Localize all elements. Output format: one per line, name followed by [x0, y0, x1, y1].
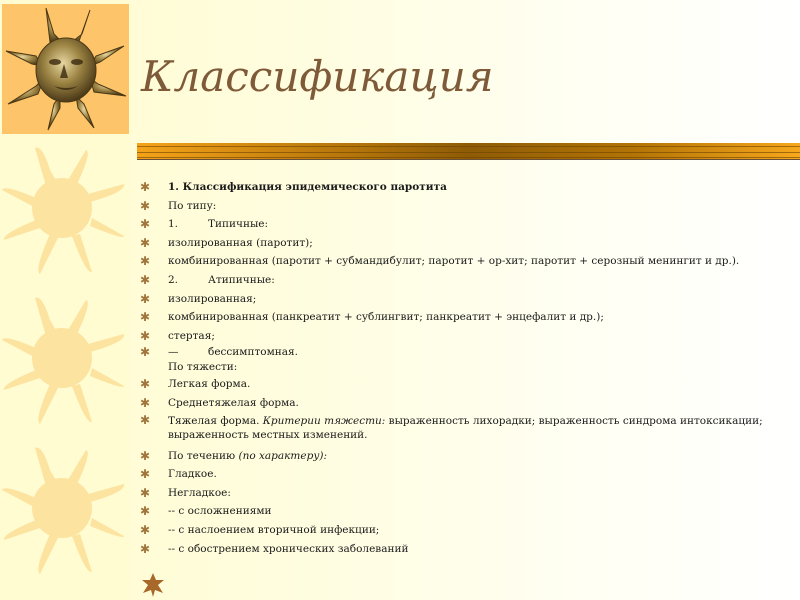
list-item: ✱ Тяжелая форма. Критерии тяжести: выраженность лихорадки; выраженность синдрома интоксикации; выраженность местных изменений.	[140, 412, 763, 442]
star-bullet-icon: ✱	[140, 377, 151, 392]
list-item: ✱ комбинированная (панкреатит + сублингвит; панкреатит + энцефалит и др.);	[140, 308, 790, 327]
list-item: ✱ -- с осложнениями	[140, 502, 790, 521]
list-item: ✱ По типу:	[140, 197, 790, 216]
list-item: ✱ 2. Атипичные:	[140, 271, 790, 290]
list-item: ✱ стертая;	[140, 327, 790, 346]
star-bullet-icon: ✱	[140, 235, 151, 250]
list-item: ✱ Среднетяжелая форма.	[140, 394, 790, 413]
sun-icon	[0, 440, 128, 575]
list-item: ✱ — бессимптомная.	[140, 345, 298, 360]
star-bullet-icon: ✱	[140, 522, 151, 537]
star-bullet-icon: ✱	[140, 504, 151, 519]
star-bullet-icon: ✱	[140, 180, 151, 194]
six-point-star-icon	[141, 572, 165, 598]
title-divider	[137, 143, 800, 159]
star-bullet-icon: ✱	[140, 198, 151, 213]
list-item: ✱ -- с наслоением вторичной инфекции;	[140, 521, 790, 540]
list-item: ✱ Негладкое:	[140, 484, 790, 503]
star-bullet-icon: ✱	[140, 272, 151, 287]
sun-icon	[0, 290, 128, 425]
star-bullet-icon: ✱	[140, 217, 151, 232]
star-bullet-icon: ✱	[140, 395, 151, 410]
list-item: ✱ 1. Типичные:	[140, 215, 790, 234]
slide-body	[140, 178, 790, 558]
star-bullet-icon: ✱	[140, 345, 151, 360]
star-bullet-icon: ✱	[140, 541, 151, 556]
slide-title: Классификация	[141, 52, 494, 101]
list-item: ✱ -- с обострением хронических заболеваний	[140, 540, 790, 559]
star-bullet-icon: ✱	[140, 291, 151, 306]
list-item: ✱ По течению (по характеру):	[140, 447, 790, 466]
star-bullet-icon: ✱	[140, 328, 151, 343]
left-decor-strip	[0, 0, 129, 600]
star-bullet-icon: ✱	[140, 412, 151, 427]
star-bullet-icon: ✱	[140, 467, 151, 482]
sun-icon	[0, 140, 128, 275]
list-item: ✱ Легкая форма.	[140, 375, 790, 394]
star-bullet-icon: ✱	[140, 485, 151, 500]
list-item: По тяжести:	[168, 361, 238, 374]
sun-face-icon	[2, 4, 129, 134]
star-bullet-icon: ✱	[140, 310, 151, 325]
list-item: ✱ изолированная;	[140, 290, 790, 309]
list-item: ✱ комбинированная (паротит + субмандибулит; паротит + ор-хит; паротит + серозный менингит и др.).	[140, 252, 790, 271]
logo-box	[2, 4, 129, 134]
star-bullet-icon: ✱	[140, 254, 151, 269]
list-item: ✱ 1. Классификация эпидемического паротита	[140, 178, 790, 197]
list-item: ✱ изолированная (паротит);	[140, 234, 790, 253]
star-bullet-icon: ✱	[140, 448, 151, 463]
list-item: ✱ Гладкое.	[140, 465, 790, 484]
